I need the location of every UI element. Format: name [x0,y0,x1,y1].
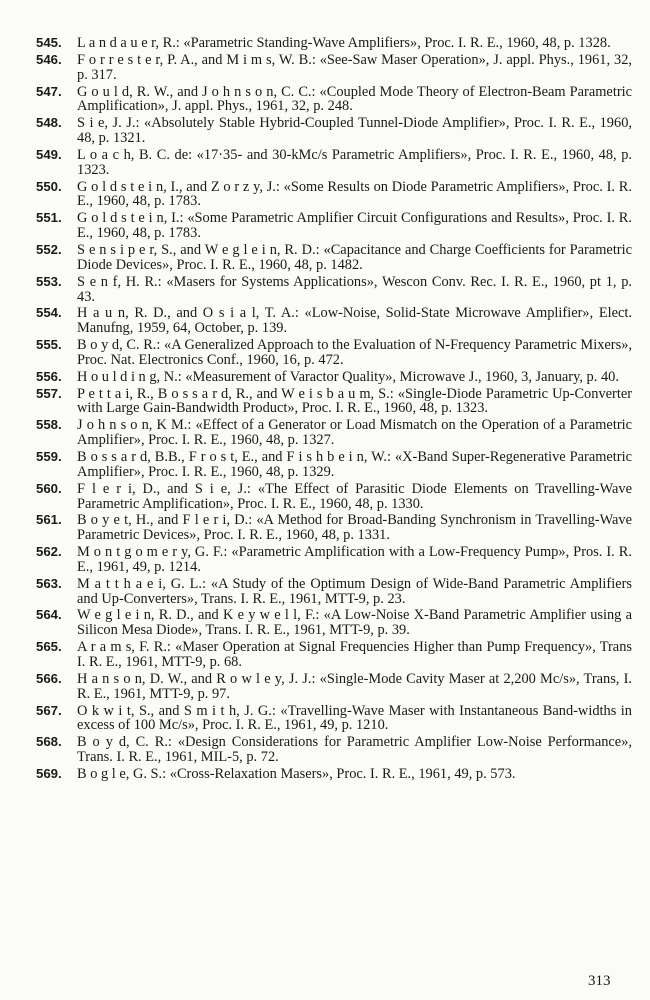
reference-number: 562. [36,544,62,560]
reference-text: P e t t a i, R., B o s s a r d, R., and W e i s b a u m, S.: «Single-Diode Parametric Up-Converter with Large Gain-Bandwidth Product», Proc. I. R. E., 1960, 48, p. 1323. [77,385,632,417]
reference-number: 552. [36,242,62,258]
reference-entry [36,211,632,241]
page-number: 313 [588,973,611,989]
reference-text: F l e r i, D., and S i e, J.: «The Effect of Parasitic Diode Elements on Travelling-Wave Parametric Amplification», Proc. I. R. E., 1960, 48, p. 1330. [77,480,632,512]
reference-text: B o y d, C. R.: «A Generalized Approach to the Evaluation of N-Frequency Parametric Mixers», Proc. Nat. Electronics Conf., 1960, 16, p. 472. [77,337,632,368]
reference-entry [36,36,632,51]
reference-number: 546. [36,51,62,67]
reference-text: S e n f, H. R.: «Masers for Systems Applications», Wescon Conv. Rec. I. R. E., 1960, pt 1, p. 43. [77,273,632,305]
reference-number: 553. [36,273,62,289]
reference-entry [36,370,632,385]
reference-entry [36,275,632,305]
reference-text: H o u l d i n g, N.: «Measurement of Varactor Quality», Microwave J., 1960, 3, January, p. 40. [77,368,619,385]
reference-number: 550. [36,178,62,194]
reference-entry [36,387,632,417]
reference-number: 548. [36,115,62,131]
reference-text: G o u l d, R. W., and J o h n s o n, C. C.: «Coupled Mode Theory of Electron-Beam Parametric Amplification», J. appl. Phys., 1961, 32, p. 248. [77,83,632,115]
reference-entry [36,577,632,607]
reference-entry [36,640,632,670]
reference-entry [36,608,632,638]
reference-text: S i e, J. J.: «Absolutely Stable Hybrid-Coupled Tunnel-Diode Amplifier», Proc. I. R. E., 1960, 48, p. 1321. [77,115,632,147]
reference-text: S e n s i p e r, S., and W e g l e i n, R. D.: «Capacitance and Charge Coefficients for Parametric Diode Devices», Proc. I. R. E., 1960, 48, p. 1482. [77,242,632,273]
reference-text: O k w i t, S., and S m i t h, J. G.: «Travelling-Wave Maser with Instantaneous Band-widths in excess of 100 Mc/s», Proc. I. R. E., 1961, 49, p. 1210. [77,702,632,734]
reference-number: 559. [36,449,62,465]
reference-text: A r a m s, F. R.: «Maser Operation at Signal Frequencies Higher than Pump Frequency», Trans I. R. E., 1961, MTT-9, p. 68. [77,639,632,670]
reference-entry [36,85,632,115]
reference-entry [36,116,632,146]
reference-text: F o r r e s t e r, P. A., and M i m s, W. B.: «See-Saw Maser Operation», J. appl. Phys., 1961, 32, p. 317. [77,51,632,83]
reference-number: 545. [36,35,62,50]
reference-text: B o s s a r d, B.B., F r o s t, E., and F i s h b e i n, W.: «X-Band Super-Regenerative Parametric Amplifier», Proc. I. R. E., 1960, 48, p. 1329. [77,449,632,480]
reference-entry [36,545,632,575]
reference-number: 563. [36,575,62,591]
reference-number: 556. [36,368,62,384]
reference-text: L a n d a u e r, R.: «Parametric Standing-Wave Amplifiers», Proc. I. R. E., 1960, 48, p. 1328. [77,35,611,51]
reference-number: 547. [36,83,62,99]
reference-number: 566. [36,670,62,686]
reference-number: 560. [36,480,62,496]
reference-list [36,36,632,784]
reference-number: 564. [36,607,62,623]
reference-text: G o l d s t e i n, I.: «Some Parametric Amplifier Circuit Configurations and Results», Proc. I. R. E., 1960, 48, p. 1783. [77,210,632,242]
reference-number: 568. [36,734,62,750]
reference-number: 561. [36,512,62,528]
reference-number: 554. [36,305,62,321]
reference-entry [36,306,632,336]
reference-number: 569. [36,765,62,781]
reference-entry [36,450,632,480]
reference-entry [36,672,632,702]
reference-entry [36,418,632,448]
reference-entry [36,704,632,734]
reference-number: 558. [36,417,62,433]
reference-number: 567. [36,702,62,718]
reference-text: M a t t h a e i, G. L.: «A Study of the Optimum Design of Wide-Band Parametric Amplifiers and Up-Converters», Trans. I. R. E., 1961, MTT-9, p. 23. [77,575,632,607]
reference-entry [36,338,632,368]
reference-text: J o h n s o n, K M.: «Effect of a Generator or Load Mismatch on the Operation of a Parametric Amplifier», Proc. I. R. E., 1960, 48, p. 1327. [77,417,632,449]
reference-text: B o y e t, H., and F l e r i, D.: «A Method for Broad-Banding Synchronism in Travelling-Wave Parametric Devices», Proc. I. R. E., 1960, 48, p. 1331. [77,512,632,544]
reference-text: B o y d, C. R.: «Design Considerations for Parametric Amplifier Low-Noise Performance», Trans. I. R. E., 1961, MIL-5, p. 72. [77,734,632,766]
reference-entry [36,735,632,765]
reference-entry [36,482,632,512]
reference-number: 565. [36,639,62,655]
reference-text: H a n s o n, D. W., and R o w l e y, J. J.: «Single-Mode Cavity Maser at 2,200 Mc/s», Trans, I. R. E., 1961, MTT-9, p. 97. [77,670,632,702]
reference-text: M o n t g o m e r y, G. F.: «Parametric Amplification with a Low-Frequency Pump», Pros. I. R. E., 1961, 49, p. 1214. [77,544,632,575]
reference-number: 555. [36,337,62,353]
reference-entry [36,767,632,782]
reference-text: G o l d s t e i n, I., and Z o r z y, J.: «Some Results on Diode Parametric Amplifiers», Proc. I. R. E., 1960, 48, p. 1783. [77,178,632,210]
reference-entry [36,53,632,83]
reference-text: L o a c h, B. C. de: «17·35- and 30-kMc/s Parametric Amplifiers», Proc. I. R. E., 1960, 48, p. 1323. [77,146,632,178]
reference-text: W e g l e i n, R. D., and K e y w e l l, F.: «A Low-Noise X-Band Parametric Amplifier using a Silicon Mesa Diode», Trans. I. R. E., 1961, MTT-9, p. 39. [77,607,632,639]
reference-entry [36,513,632,543]
reference-text: B o g l e, G. S.: «Cross-Relaxation Masers», Proc. I. R. E., 1961, 49, p. 573. [77,765,516,782]
reference-number: 551. [36,210,62,226]
reference-text: H a u n, R. D., and O s i a l, T. A.: «Low-Noise, Solid-State Microwave Amplifier», Elect. Manufng, 1959, 64, October, p. 139. [77,305,632,337]
reference-number: 549. [36,146,62,162]
reference-number: 557. [36,385,62,401]
reference-entry [36,243,632,273]
reference-entry [36,180,632,210]
reference-entry [36,148,632,178]
